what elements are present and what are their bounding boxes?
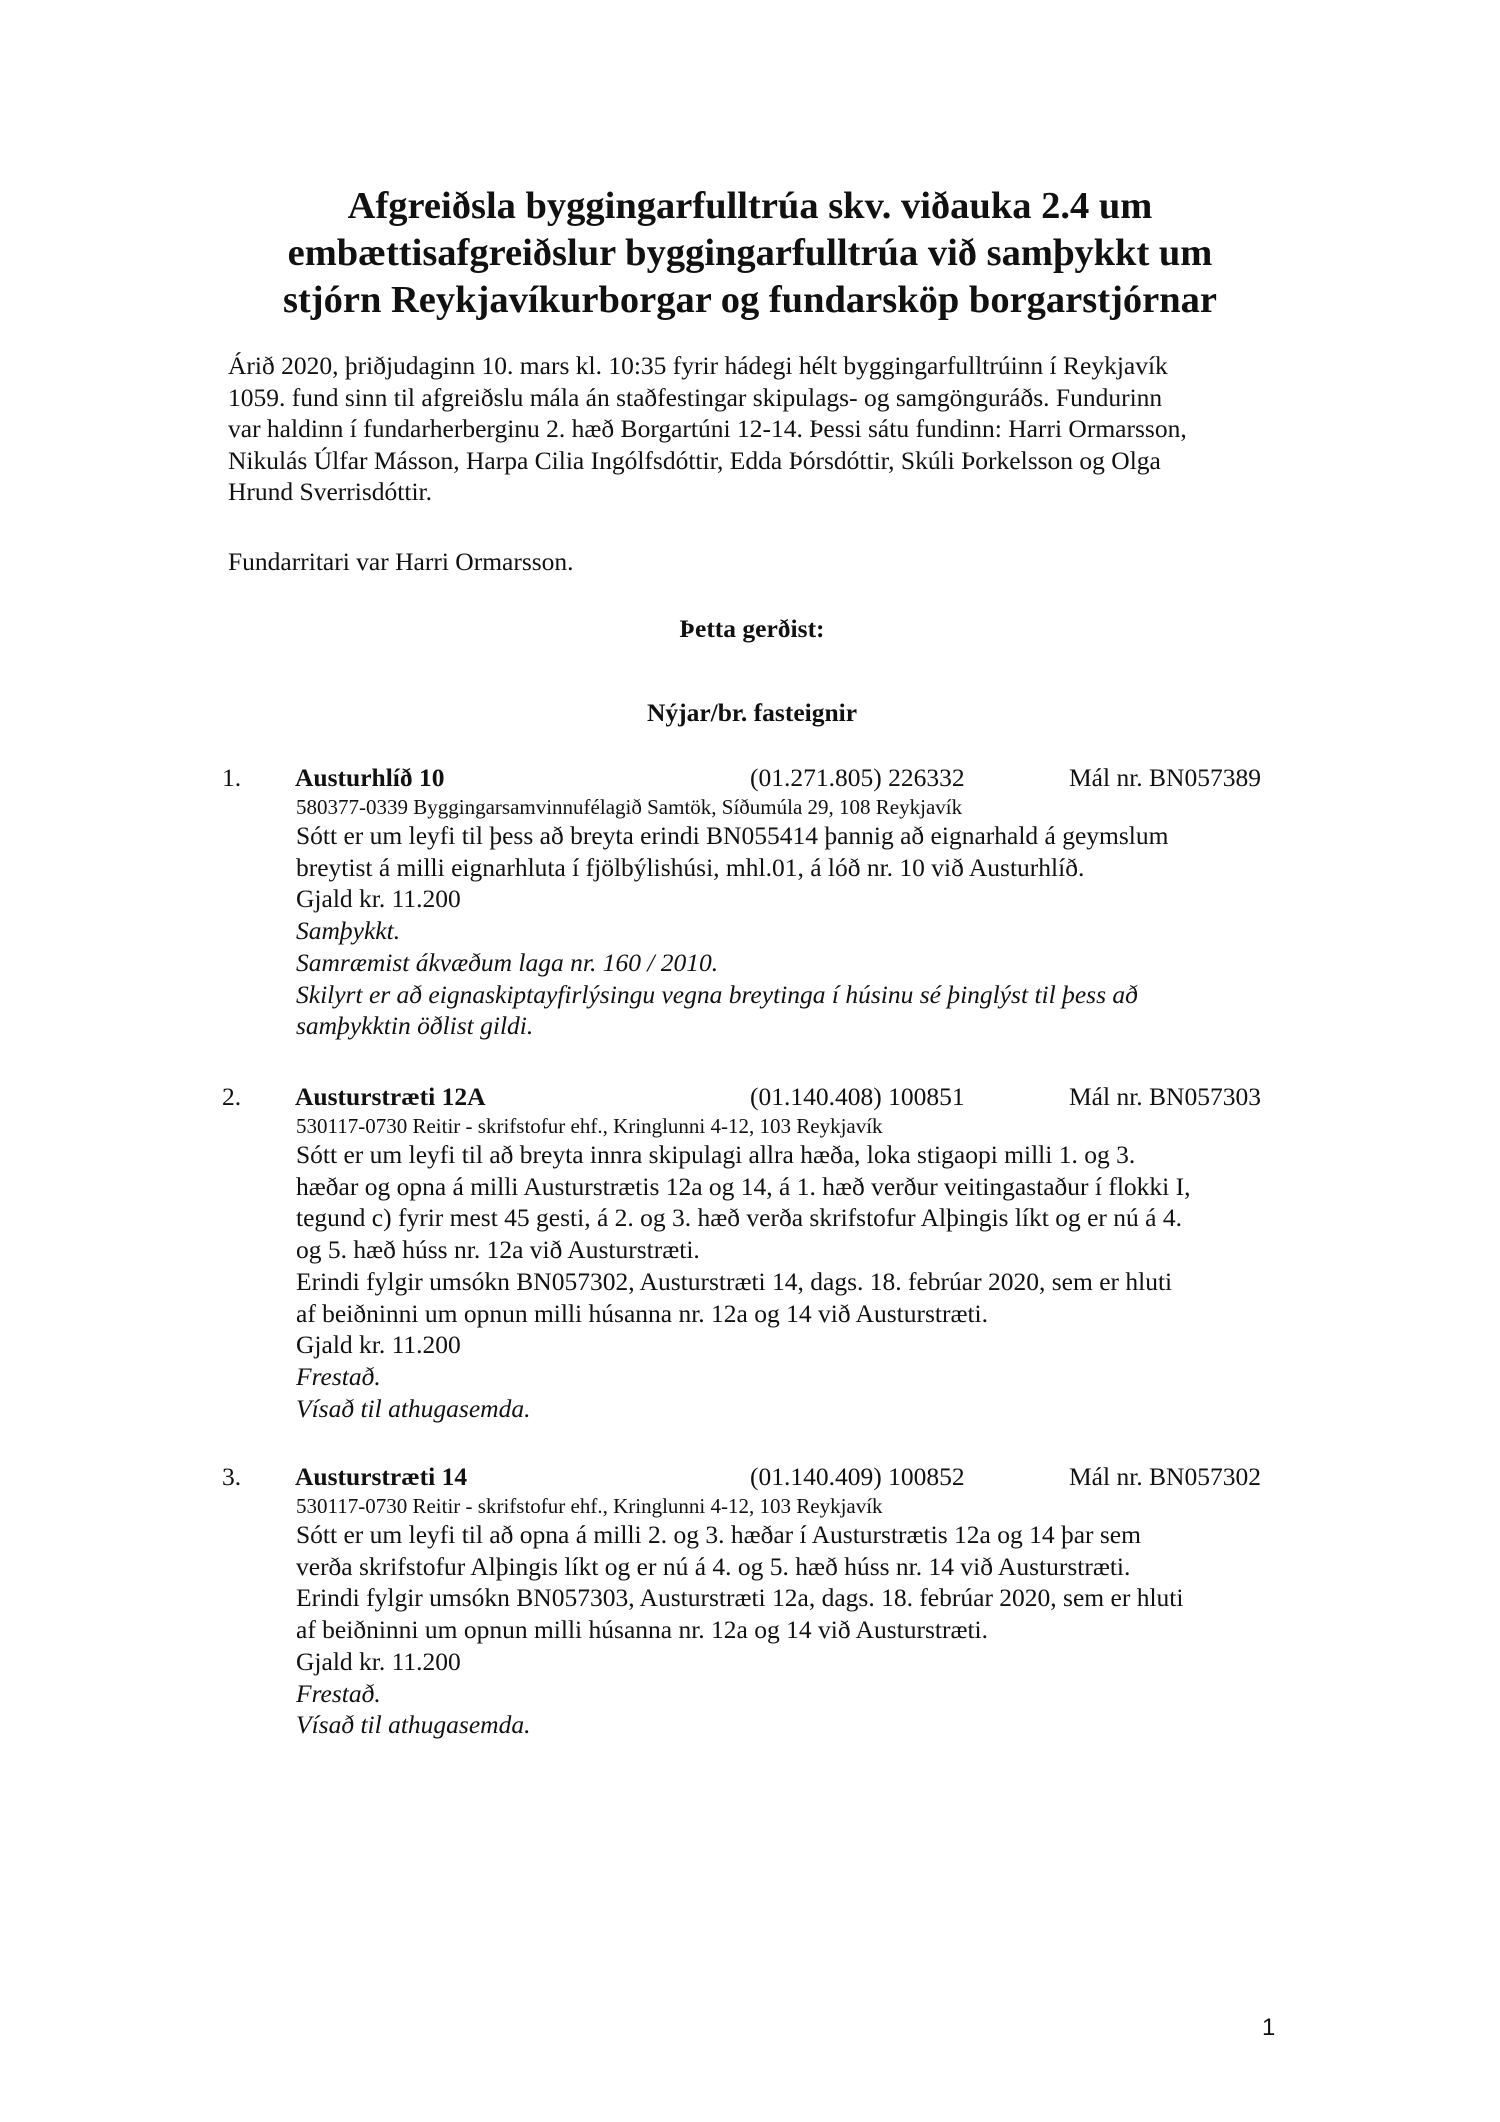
case-description-line: breytist á milli eignarhluta í fjölbýlishúsi, mhl.01, á lóð nr. 10 við Austurhlíð.: [296, 852, 1085, 882]
case-fee: Gjald kr. 11.200: [296, 884, 461, 914]
intro-paragraph: [228, 350, 1288, 508]
case-description-line: verða skrifstofur Alþingis líkt og er nú á 4. og 5. hæð húss nr. 14 við Austurstræti.: [296, 1551, 1131, 1581]
case-decision-line: Samræmist ákvæðum laga nr. 160 / 2010.: [296, 947, 719, 977]
case-item: [0, 1081, 1500, 1424]
case-body: [296, 820, 1276, 1042]
case-fee: Gjald kr. 11.200: [296, 1330, 461, 1360]
section-heading: Þetta gerðist:: [679, 614, 825, 643]
case-decision-line: Frestað.: [296, 1361, 381, 1391]
case-address: Austurstræti 12A: [295, 1082, 486, 1111]
case-description-line: Sótt er um leyfi til að breyta innra skipulagi allra hæða, loka stigaopi milli 1. og 3.: [296, 1140, 1136, 1169]
case-description-line: af beiðninni um opnun milli húsanna nr. 12a og 14 við Austurstræti.: [296, 1615, 988, 1645]
case-item: [0, 762, 1500, 1042]
intro-line: Nikulás Úlfar Másson, Harpa Cilia Ingólfsdóttir, Edda Þórsdóttir, Skúli Þorkelsson og Olga: [228, 445, 1161, 475]
case-item: [0, 1461, 1500, 1741]
case-fee: Gjald kr. 11.200: [296, 1646, 461, 1676]
case-description-line: af beiðninni um opnun milli húsanna nr. 12a og 14 við Austurstræti.: [296, 1298, 988, 1328]
case-applicant: 530117-0730 Reitir - skrifstofur ehf., Kringlunni 4-12, 103 Reykjavík: [296, 1494, 883, 1518]
case-header: [0, 1081, 1500, 1113]
case-description-line: Erindi fylgir umsókn BN057302, Austurstræti 14, dags. 18. febrúar 2020, sem er hluti: [296, 1266, 1173, 1296]
case-land-id: (01.140.409) 100852: [750, 1462, 965, 1491]
title-line: Afgreiðsla byggingarfulltrúa skv. viðauka 2.4 um: [347, 185, 1153, 227]
intro-line: Árið 2020, þriðjudaginn 10. mars kl. 10:35 fyrir hádegi hélt byggingarfulltrúinn í Reykjavík: [228, 351, 1168, 380]
case-description-line: Sótt er um leyfi til að opna á milli 2. og 3. hæðar í Austurstrætis 12a og 14 þar sem: [296, 1520, 1141, 1549]
case-applicant: 580377-0339 Byggingarsamvinnufélagið Samtök, Síðumúla 29, 108 Reykjavík: [296, 795, 963, 819]
case-number: 3.: [222, 1462, 242, 1491]
case-number: 2.: [222, 1082, 242, 1111]
case-decision-line: Skilyrt er að eignaskiptayfirlýsingu vegna breytinga í húsinu sé þinglýst til þess að: [296, 979, 1138, 1009]
case-applicant: 530117-0730 Reitir - skrifstofur ehf., Kringlunni 4-12, 103 Reykjavík: [296, 1114, 883, 1138]
case-address: Austurhlíð 10: [295, 763, 445, 792]
case-description-line: hæðar og opna á milli Austurstrætis 12a og 14, á 1. hæð verður veitingastaður í flokki I,: [296, 1171, 1191, 1201]
title-line: embættisafgreiðslur byggingarfulltrúa við samþykkt um: [287, 232, 1213, 274]
case-reference: Mál nr. BN057302: [1069, 1462, 1261, 1491]
case-land-id: (01.271.805) 226332: [750, 763, 965, 792]
case-description-line: Sótt er um leyfi til þess að breyta erindi BN055414 þannig að eignarhald á geymslum: [296, 821, 1169, 850]
title-line: stjórn Reykjavíkurborgar og fundarsköp borgarstjórnar: [282, 279, 1217, 321]
case-header: [0, 1461, 1500, 1493]
case-reference: Mál nr. BN057389: [1069, 763, 1261, 792]
case-reference: Mál nr. BN057303: [1069, 1082, 1261, 1111]
case-description-line: Erindi fylgir umsókn BN057303, Austurstræti 12a, dags. 18. febrúar 2020, sem er hluti: [296, 1583, 1184, 1613]
case-decision-line: Vísað til athugasemda.: [296, 1393, 531, 1423]
case-decision-line: samþykktin öðlist gildi.: [296, 1011, 534, 1041]
case-body: [296, 1519, 1276, 1741]
case-description-line: og 5. hæð húss nr. 12a við Austurstræti.: [296, 1235, 700, 1265]
case-decision-line: Samþykkt.: [296, 916, 401, 946]
case-address: Austurstræti 14: [295, 1462, 468, 1491]
intro-line: 1059. fund sinn til afgreiðslu mála án staðfestingar skipulags- og samgönguráðs. Fundurinn: [228, 382, 1163, 412]
subsection-heading: Nýjar/br. fasteignir: [646, 698, 858, 727]
case-decision-line: Vísað til athugasemda.: [296, 1710, 531, 1740]
page-number: 1: [1262, 2014, 1276, 2041]
case-number: 1.: [222, 763, 242, 792]
document-title: [228, 183, 1272, 324]
intro-line: var haldinn í fundarherberginu 2. hæð Borgartúni 12-14. Þessi sátu fundinn: Harri Ormarsson,: [228, 414, 1187, 443]
case-header: [0, 762, 1500, 794]
case-land-id: (01.140.408) 100851: [750, 1082, 965, 1111]
meeting-recorder: Fundarritari var Harri Ormarsson.: [228, 547, 574, 576]
case-decision-line: Frestað.: [296, 1678, 381, 1708]
case-body: [296, 1139, 1276, 1424]
intro-line: Hrund Sverrisdóttir.: [228, 477, 432, 506]
case-description-line: tegund c) fyrir mest 45 gesti, á 2. og 3. hæð verða skrifstofur Alþingis líkt og er nú á 4.: [296, 1203, 1182, 1233]
